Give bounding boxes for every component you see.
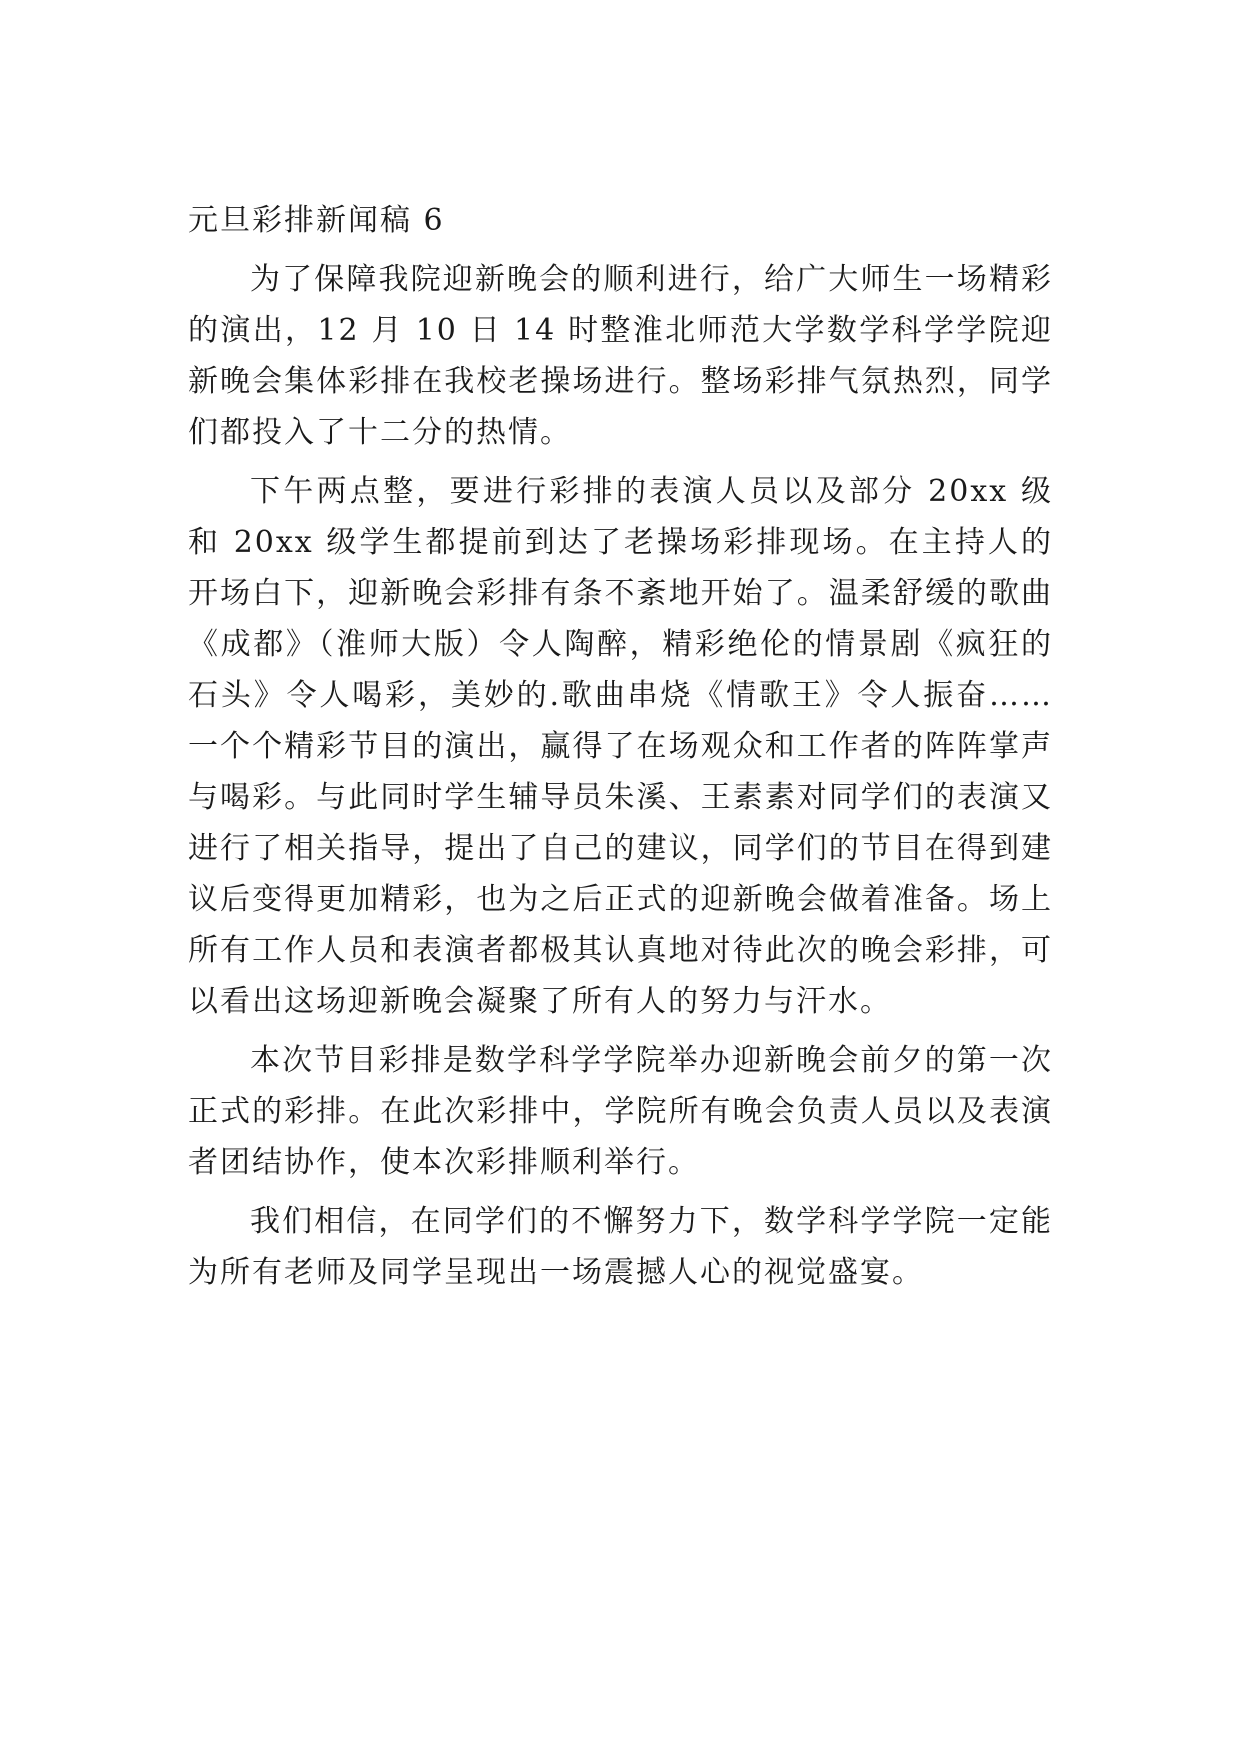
paragraph-4: 我们相信，在同学们的不懈努力下，数学科学学院一定能为所有老师及同学呈现出一场震撼人心的视觉盛宴。 bbox=[188, 1204, 1053, 1290]
document-title: 元旦彩排新闻稿 6 bbox=[188, 203, 445, 238]
paragraph-3: 本次节目彩排是数学科学学院举办迎新晚会前夕的第一次正式的彩排。在此次彩排中，学院所有晚会负责人员以及表演者团结协作，使本次彩排顺利举行。 bbox=[188, 1043, 1053, 1180]
document-body bbox=[188, 195, 1053, 1298]
paragraph-1: 为了保障我院迎新晚会的顺利进行，给广大师生一场精彩的演出，12 月 10 日 14 时整淮北师范大学数学科学学院迎新晚会集体彩排在我校老操场进行。整场彩排气氛热烈，同学们都投入了十二分的热情。 bbox=[188, 262, 1053, 450]
paragraph-2: 下午两点整，要进行彩排的表演人员以及部分 20xx 级和 20xx 级学生都提前到达了老操场彩排现场。在主持人的开场白下，迎新晚会彩排有条不紊地开始了。温柔舒缓的歌曲《成都》（淮师大版）令人陶醉，精彩绝伦的情景剧《疯狂的石头》令人喝彩，美妙的.歌曲串烧《情歌王》令人振奋……一个个精彩节目的演出，赢得了在场观众和工作者的阵阵掌声与喝彩。与此同时学生辅导员朱溪、王素素对同学们的表演又进行了相关指导，提出了自己的建议，同学们的节目在得到建议后变得更加精彩，也为之后正式的迎新晚会做着准备。场上所有工作人员和表演者都极其认真地对待此次的晚会彩排，可以看出这场迎新晚会凝聚了所有人的努力与汗水。 bbox=[188, 474, 1053, 1019]
